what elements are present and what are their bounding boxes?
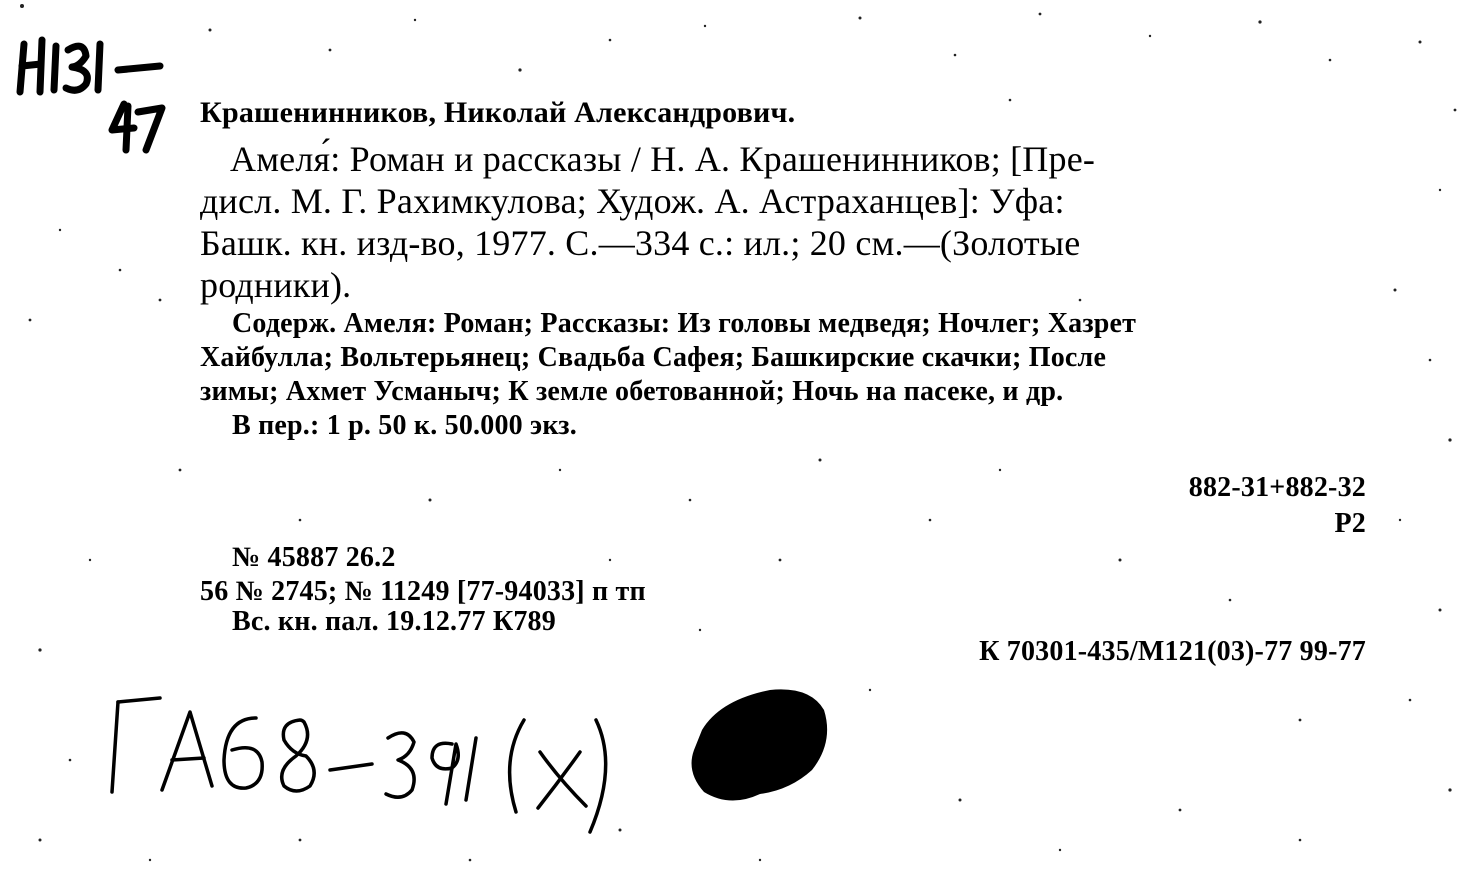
title-line-4: родники). xyxy=(200,265,352,305)
title-line-1: Амеля́: Роман и рассказы / Н. А. Крашенинников; [Пре- xyxy=(230,139,1096,179)
author-heading: Крашенинников, Николай Александрович. xyxy=(200,96,796,129)
contents-line-1: Содерж. Амеля: Роман; Рассказы: Из головы медведя; Ночлег; Хазрет xyxy=(232,308,1137,339)
registry-line-3: Вс. кн. пал. 19.12.77 К789 xyxy=(232,606,556,637)
classification-code: Р2 xyxy=(1334,508,1366,539)
title-line-3: Башк. кн. изд-во, 1977. С.—334 с.: ил.; 20 см.—(Золотые xyxy=(200,223,1081,263)
contents-line-3: зимы; Ахмет Усманыч; К земле обетованной; Ночь на пасеке, и др. xyxy=(200,376,1064,407)
classification-index: 882-31+882-32 xyxy=(1188,472,1366,503)
author-mark: К 70301-435/М121(03)-77 99-77 xyxy=(979,636,1366,667)
registry-line-1: № 45887 26.2 xyxy=(232,542,396,573)
contents-line-2: Хайбулла; Вольтерьянец; Свадьба Сафея; Башкирские скачки; После xyxy=(200,342,1107,373)
price-line: В пер.: 1 р. 50 к. 50.000 экз. xyxy=(232,410,577,441)
registry-line-2: 56 № 2745; № 11249 [77-94033] п тп xyxy=(200,576,646,607)
title-line-2: дисл. М. Г. Рахимкулова; Худож. А. Астраханцев]: Уфа: xyxy=(200,181,1065,221)
